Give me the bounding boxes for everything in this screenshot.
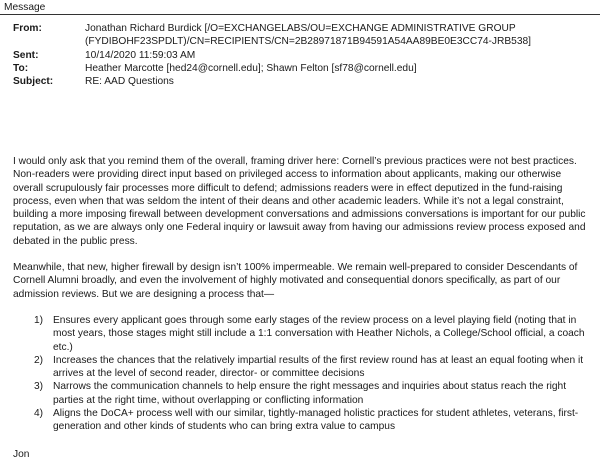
list-item-number: 1) [33, 314, 43, 326]
list-item-number: 4) [33, 408, 43, 420]
sent-value: 10/14/2020 11:59:03 AM [85, 49, 196, 61]
list-item [13, 314, 593, 354]
to-label: To: [13, 62, 29, 74]
sent-label: Sent: [13, 49, 39, 61]
list-item-text: Ensures every applicant goes through some early stages of the review process on a level playing field (noting that in most years, those stages might still include a 1:1 conversation with Heather Nichols, a College/School official, a coach etc.) [53, 314, 585, 353]
header-divider [0, 14, 600, 15]
body-paragraph-1: I would only ask that you remind them of the overall, framing driver here: Cornell’s previous practices were not best practices. Non-readers were providing direct input based on privileged access to information about applicants, making our otherwise overall scrupulously fair processes more difficult to defend; admissions readers were in effect deputized in the fund-raising process, even when that was seldom the intent of their deans and other academic leaders. While it’s not a legal constraint, building a more imposing firewall between development conversations and admissions conversations is important for our public reputation, as we are always only one Federal inquiry or lawsuit away from having our admissions review process exposed and debated in the public press. [13, 156, 586, 247]
list-item-text: Increases the chances that the relatively impartial results of the first review round has at least an equal footing when it arrives at the level of second reader, director- or committee decisions [53, 354, 584, 380]
from-value [85, 22, 598, 49]
list-item-text: Narrows the communication channels to help ensure the right messages and inquiries about status reach the right parties at the right time, without overlapping or conflicting information [53, 381, 567, 406]
list-item [13, 407, 593, 434]
list-item [13, 380, 593, 407]
body-paragraph-2: Meanwhile, that new, higher firewall by design isn’t 100% impermeable. We remain well-prepared to consider Descendants of Cornell Alumni broadly, and even the involvement of highly motivated and consequential donors specifically, as part of our admission reviews. But we are designing a process that— [13, 262, 578, 300]
to-row [13, 62, 598, 75]
list-item [13, 354, 593, 381]
process-list [13, 314, 593, 434]
from-row [13, 22, 598, 49]
from-label: From: [13, 23, 42, 34]
subject-row [13, 75, 598, 88]
from-value-line-2: (FYDIBOHF23SPDLT)/CN=RECIPIENTS/CN=2B28971871B94591A54AA89BE0E3CC74-JRB538] [85, 36, 532, 48]
subject-label: Subject: [13, 76, 54, 88]
signature: Jon [13, 448, 30, 460]
sent-row [13, 49, 598, 62]
list-item-number: 3) [33, 381, 43, 393]
section-label: Message [4, 2, 46, 13]
subject-value: RE: AAD Questions [85, 76, 174, 88]
list-item-number: 2) [33, 354, 43, 366]
list-item-text: Aligns the DoCA+ process well with our similar, tightly-managed holistic practices for student athletes, veterans, first-generation and other kinds of students who can bring extra value to campus [53, 408, 579, 433]
to-value: Heather Marcotte [hed24@cornell.edu]; Shawn Felton [sf78@cornell.edu] [85, 62, 417, 74]
from-value-line-1: Jonathan Richard Burdick [/O=EXCHANGELABS/OU=EXCHANGE ADMINISTRATIVE GROUP [85, 23, 516, 34]
email-body [13, 155, 593, 461]
email-headers [13, 22, 598, 88]
